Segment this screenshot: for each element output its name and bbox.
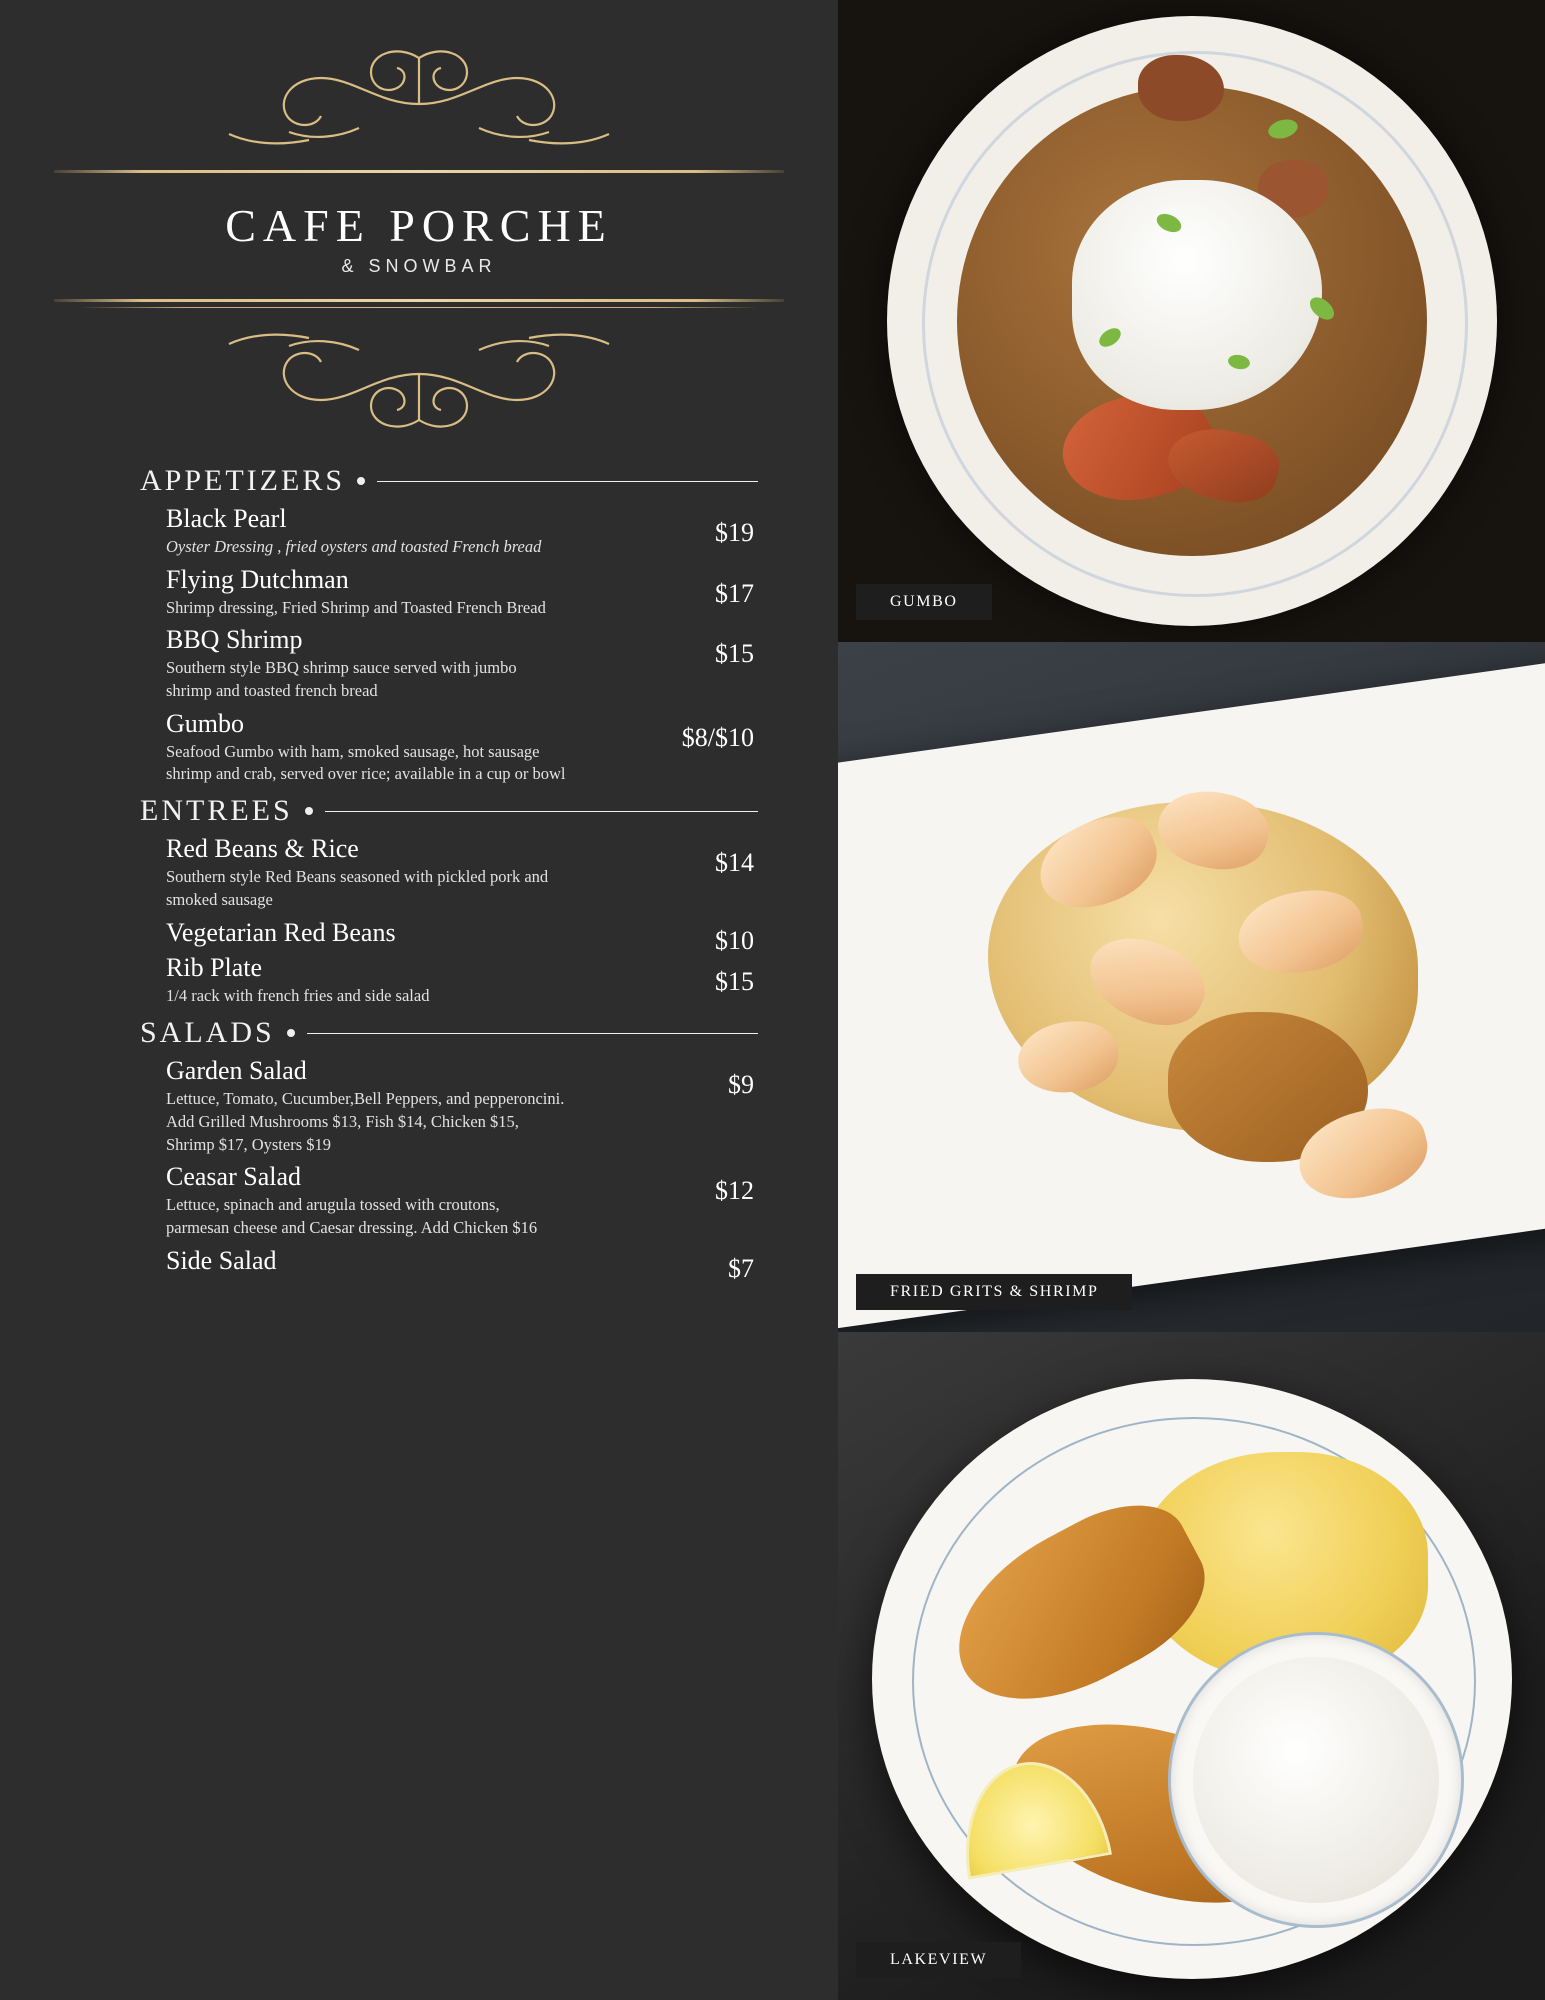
section-rule [307, 1033, 758, 1034]
section-header [140, 1016, 778, 1050]
photo-fried-grits-shrimp [838, 642, 1545, 1332]
item-description: 1/4 rack with french fries and side salad [166, 986, 430, 1006]
menu-item [140, 1245, 778, 1283]
divider-top [54, 170, 784, 173]
item-price: $15 [715, 967, 754, 997]
photo-gumbo [838, 0, 1545, 642]
photo-caption: LAKEVIEW [856, 1942, 1021, 1978]
menu-item [140, 504, 778, 559]
gumbo-illustration [838, 0, 1545, 642]
item-description: Lettuce, Tomato, Cucumber,Bell Peppers, and pepperoncini. Add Grilled Mushrooms $13, Fish $14, Chicken $15, Shrimp $17, Oysters $19 [166, 1089, 565, 1154]
section-rule [325, 811, 758, 812]
item-name: Side Salad [166, 1245, 277, 1275]
menu-item [140, 834, 778, 911]
item-name: Gumbo [166, 708, 244, 738]
item-description: Southern style Red Beans seasoned with pickled pork and smoked sausage [166, 867, 549, 909]
brand-subtitle: & SNOWBAR [341, 256, 497, 276]
section-dot-icon [287, 1029, 295, 1037]
item-price: $9 [728, 1070, 754, 1100]
photo-column [838, 0, 1545, 2000]
menu-sections [0, 438, 838, 1283]
item-name: BBQ Shrimp [166, 625, 303, 655]
item-name: Red Beans & Rice [166, 834, 359, 864]
section-header [140, 464, 778, 498]
menu-section-entrees [140, 794, 778, 1008]
item-name: Flying Dutchman [166, 564, 349, 594]
section-dot-icon [357, 477, 365, 485]
menu-section-appetizers [140, 464, 778, 786]
menu-item [140, 1056, 778, 1156]
section-dot-icon [305, 807, 313, 815]
photo-lakeview [838, 1332, 1545, 2000]
menu-item [140, 709, 778, 786]
flourish-bottom-icon [159, 308, 679, 438]
section-title: APPETIZERS [140, 464, 346, 497]
item-price: $12 [715, 1176, 754, 1206]
flourish-top-icon [159, 40, 679, 170]
menu-item [140, 917, 778, 955]
item-name: Black Pearl [166, 504, 287, 533]
item-price: $15 [715, 639, 754, 669]
item-price: $7 [728, 1253, 754, 1283]
menu-item [140, 953, 778, 1008]
divider-bottom [54, 299, 784, 308]
menu-item [140, 1162, 778, 1239]
menu-section-salads [140, 1016, 778, 1283]
item-name: Vegetarian Red Beans [166, 917, 396, 947]
item-price: $8/$10 [681, 722, 754, 752]
photo-caption: FRIED GRITS & SHRIMP [856, 1274, 1132, 1310]
item-description: Lettuce, spinach and arugula tossed with croutons, parmesan cheese and Caesar dressing. Add Chicken $16 [166, 1195, 538, 1237]
item-price: $10 [715, 925, 754, 955]
item-name: Ceasar Salad [166, 1162, 302, 1192]
section-title: SALADS [140, 1016, 275, 1050]
section-title: ENTREES [140, 794, 293, 828]
item-price: $14 [715, 848, 754, 878]
brand-title: CAFE PORCHE [225, 200, 613, 251]
item-description: Oyster Dressing , fried oysters and toasted French bread [166, 536, 542, 556]
section-rule [377, 481, 758, 482]
item-name: Rib Plate [166, 953, 263, 983]
item-price: $17 [715, 578, 754, 608]
fried-grits-illustration [838, 642, 1545, 1332]
section-header [140, 794, 778, 828]
menu-item [140, 565, 778, 620]
brand-header [0, 0, 838, 438]
item-price: $19 [715, 518, 754, 547]
item-description: Southern style BBQ shrimp sauce served with jumbo shrimp and toasted french bread [166, 658, 517, 700]
photo-caption: GUMBO [856, 584, 992, 620]
item-description: Shrimp dressing, Fried Shrimp and Toasted French Bread [166, 597, 546, 617]
lakeview-illustration [838, 1332, 1545, 2000]
item-description: Seafood Gumbo with ham, smoked sausage, hot sausage shrimp and crab, served over rice; available in a cup or bowl [166, 741, 566, 784]
item-name: Garden Salad [166, 1056, 307, 1086]
menu-item [140, 625, 778, 702]
